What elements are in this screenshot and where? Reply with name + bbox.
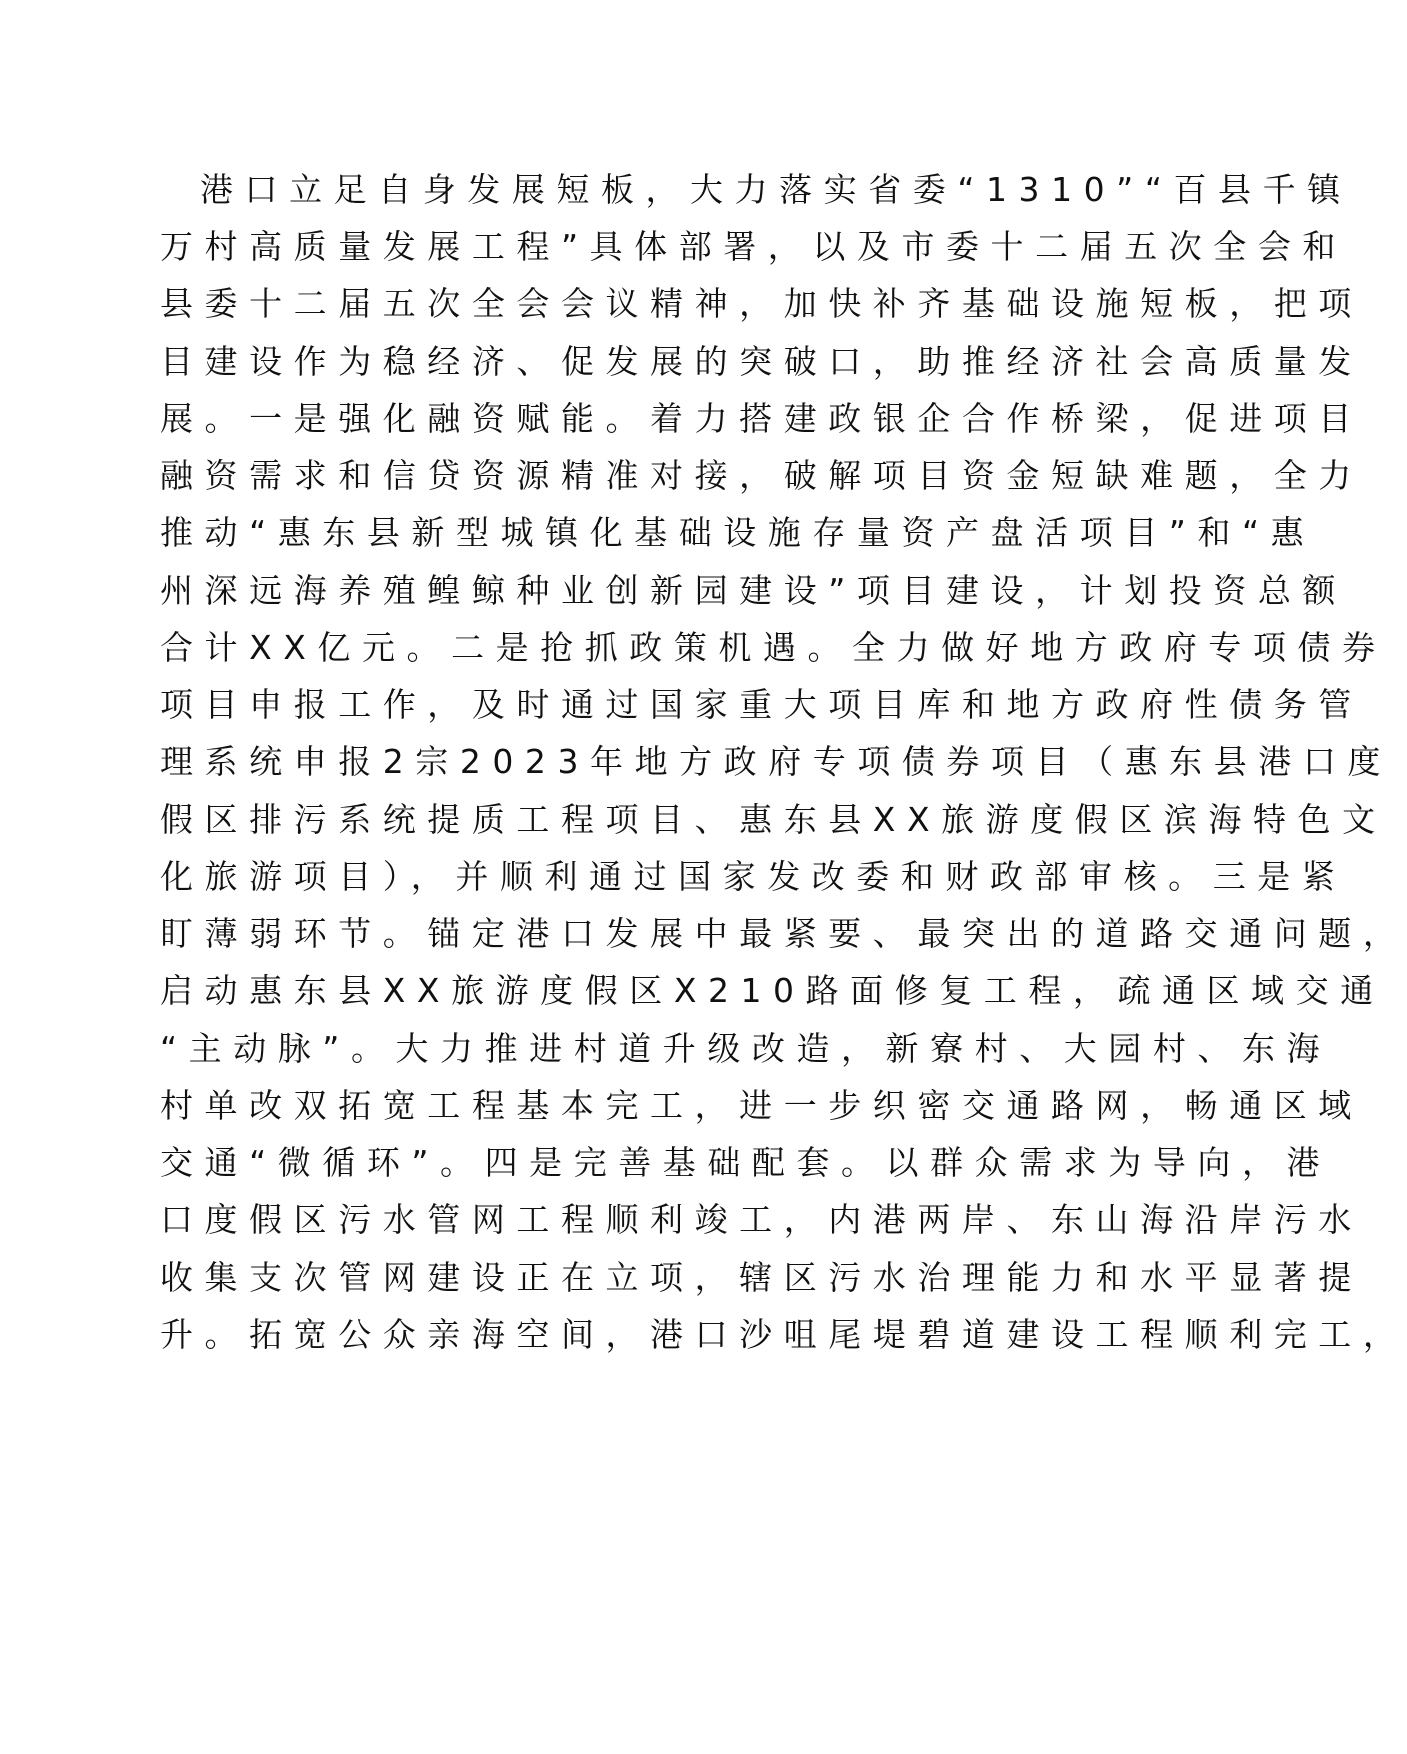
text-line-1: 港口立足自身发展短板，大力落实省委“1310”“百县千镇 bbox=[200, 170, 1352, 209]
text-line-21: 升。拓宽公众亲海空间，港口沙咀尾堤碧道建设工程顺利完工， bbox=[160, 1315, 1407, 1354]
text-line-14: 盯薄弱环节。锚定港口发展中最紧要、最突出的道路交通问题， bbox=[160, 914, 1407, 953]
text-line-17: 村单改双拓宽工程基本完工，进一步织密交通路网，畅通区域 bbox=[160, 1086, 1363, 1125]
text-line-15: 启动惠东县XX旅游度假区X210路面修复工程，疏通区域交通 bbox=[160, 971, 1385, 1010]
text-line-6: 融资需求和信贷资源精准对接，破解项目资金短缺难题，全力 bbox=[160, 456, 1363, 495]
text-line-18: 交通“微循环”。四是完善基础配套。以群众需求为导向，港 bbox=[160, 1143, 1332, 1182]
text-line-13: 化旅游项目），并顺利通过国家发改委和财政部审核。三是紧 bbox=[160, 857, 1347, 896]
text-line-20: 收集支次管网建设正在立项，辖区污水治理能力和水平显著提 bbox=[160, 1258, 1363, 1297]
text-line-7: 推动“惠东县新型城镇化基础设施存量资产盘活项目”和“惠 bbox=[160, 513, 1316, 552]
text-line-11: 理系统申报2宗2023年地方政府专项债券项目（惠东县港口度 bbox=[160, 742, 1392, 781]
text-line-4: 目建设作为稳经济、促发展的突破口，助推经济社会高质量发 bbox=[160, 342, 1363, 381]
text-line-12: 假区排污系统提质工程项目、惠东县XX旅游度假区滨海特色文 bbox=[160, 800, 1387, 839]
text-line-3: 县委十二届五次全会会议精神，加快补齐基础设施短板，把项 bbox=[160, 284, 1363, 323]
text-line-10: 项目申报工作，及时通过国家重大项目库和地方政府性债务管 bbox=[160, 685, 1363, 724]
text-line-19: 口度假区污水管网工程顺利竣工，内港两岸、东山海沿岸污水 bbox=[160, 1200, 1363, 1239]
text-line-16: “主动脉”。大力推进村道升级改造，新寮村、大园村、东海 bbox=[160, 1029, 1332, 1068]
text-line-8: 州深远海养殖鳇鲸种业创新园建设”项目建设，计划投资总额 bbox=[160, 571, 1347, 610]
text-line-9: 合计XX亿元。二是抢抓政策机遇。全力做好地方政府专项债券 bbox=[160, 628, 1387, 667]
text-line-5: 展。一是强化融资赋能。着力搭建政银企合作桥梁，促进项目 bbox=[160, 399, 1363, 438]
text-line-2: 万村高质量发展工程”具体部署，以及市委十二届五次全会和 bbox=[160, 227, 1347, 266]
